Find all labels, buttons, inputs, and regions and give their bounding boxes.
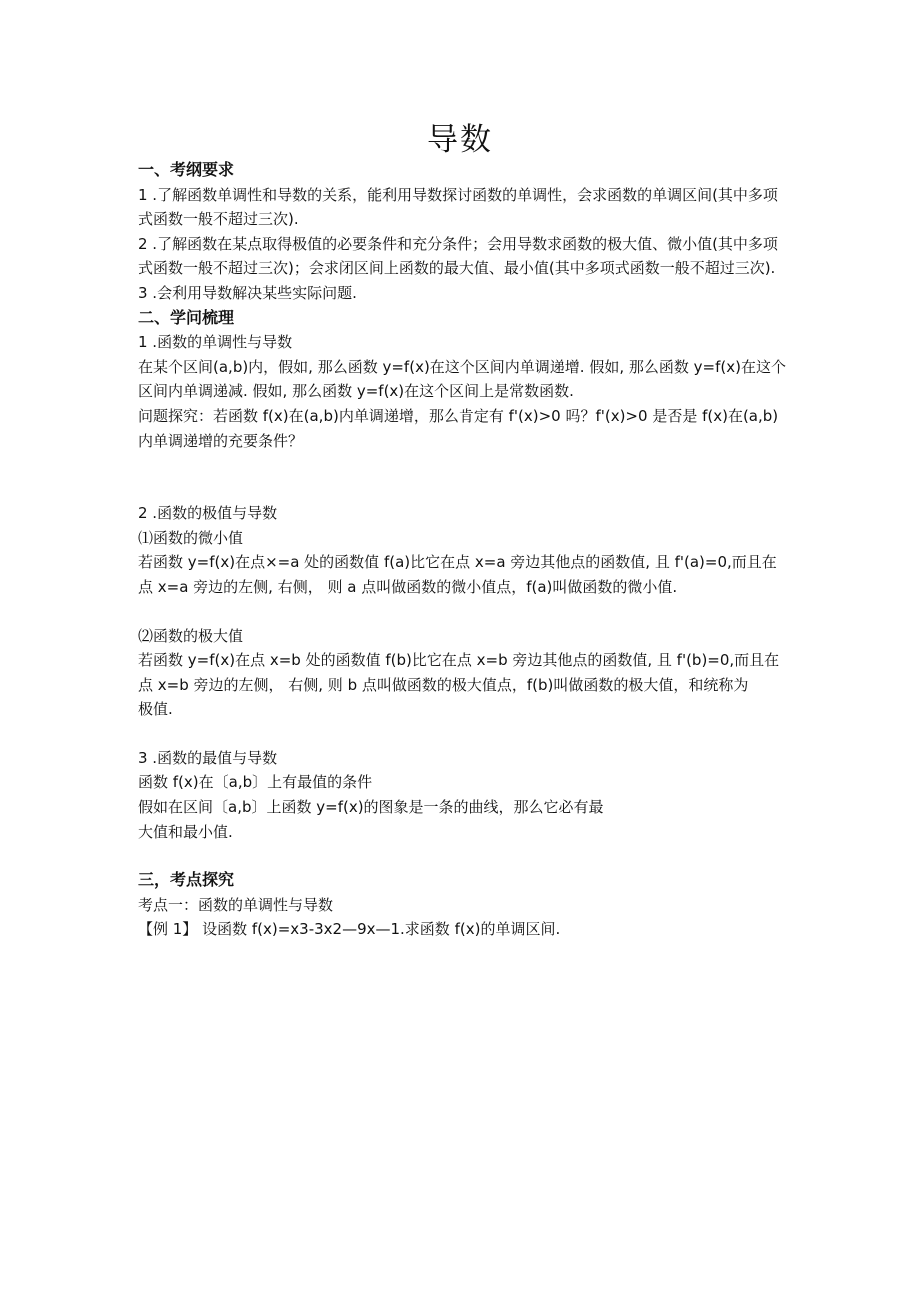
section-heading-knowledge: 二、学问梳理: [138, 307, 235, 327]
document-body: [138, 158, 788, 942]
minimum-title: ⑴函数的微小值: [138, 528, 244, 547]
spacer: [138, 600, 788, 624]
exam-point-1: 考点一：函数的单调性与导数: [138, 895, 334, 914]
outline-item-2: 2 .了解函数在某点取得极值的必要条件和充分条件；会用导数求函数的极大值、微小值(其中多项式函数一般不超过三次)；会求闭区间上函数的最大值、最小值(其中多项式函数一般不超过三次).: [138, 234, 778, 278]
subsection-monotonicity-title: 1 .函数的单调性与导数: [138, 333, 293, 352]
outline-item-3: 3 .会利用导数解决某些实际问题.: [138, 283, 357, 302]
inquiry-question: 问题探究：若函数 f(x)在(a,b)内单调递增，那么肯定有 f'(x)>0 吗？f'(x)>0 是否是 f(x)在(a,b)内单调递增的充要条件？: [138, 406, 779, 450]
spacer: [138, 722, 788, 746]
page-title: 导数: [427, 122, 493, 158]
spacer: [138, 453, 788, 501]
subsection-extreme-value-title: 3 .函数的最值与导数: [138, 748, 278, 767]
extreme-value-condition: 函数 f(x)在〔a,b〕上有最值的条件: [138, 773, 373, 792]
example-text: 设函数 f(x)=x3-3x2—9x—1.求函数 f(x)的单调区间.: [197, 920, 561, 939]
maximum-title: ⑵函数的极大值: [138, 626, 244, 645]
extreme-value-paragraph-end: 大值和最小值.: [138, 822, 233, 841]
spacer: [138, 844, 788, 868]
maximum-paragraph: 若函数 y=f(x)在点 x=b 处的函数值 f(b)比它在点 x=b 旁边其他点的函数值, 且 f'(b)=0,而且在点 x=b 旁边的左侧， 右侧, 则 b 点叫做函数的极大值点，f(b)叫做函数的极大值，和统称为: [138, 651, 780, 694]
extreme-value-paragraph: 假如在区间〔a,b〕上函数 y=f(x)的图象是一条的曲线，那么它必有最: [138, 798, 604, 817]
minimum-paragraph: 若函数 y=f(x)在点×=a 处的函数值 f(a)比它在点 x=a 旁边其他点的函数值, 且 f'(a)=0,而且在点 x=a 旁边的左侧, 右侧， 则 a 点叫做函数的微小值点，f(a)叫做函数的微小值.: [138, 553, 777, 596]
subsection-extremum-title: 2 .函数的极值与导数: [138, 504, 278, 523]
example-tag: 【例 1】: [138, 920, 198, 939]
example-1: [138, 917, 788, 942]
monotonicity-paragraph: 在某个区间(a,b)内，假如, 那么函数 y=f(x)在这个区间内单调递增. 假如, 那么函数 y=f(x)在这个区间内单调递减. 假如, 那么函数 y=f(x)在这个区间上是常数函数.: [138, 357, 786, 401]
outline-item-1: 1 .了解函数单调性和导数的关系，能利用导数探讨函数的单调性，会求函数的单调区间(其中多项式函数一般不超过三次).: [138, 185, 778, 229]
section-heading-outline: 一、考纲要求: [138, 160, 235, 179]
section-heading-exam-points: 三，考点探究: [138, 870, 235, 890]
maximum-paragraph-tail: 极值.: [138, 700, 173, 719]
